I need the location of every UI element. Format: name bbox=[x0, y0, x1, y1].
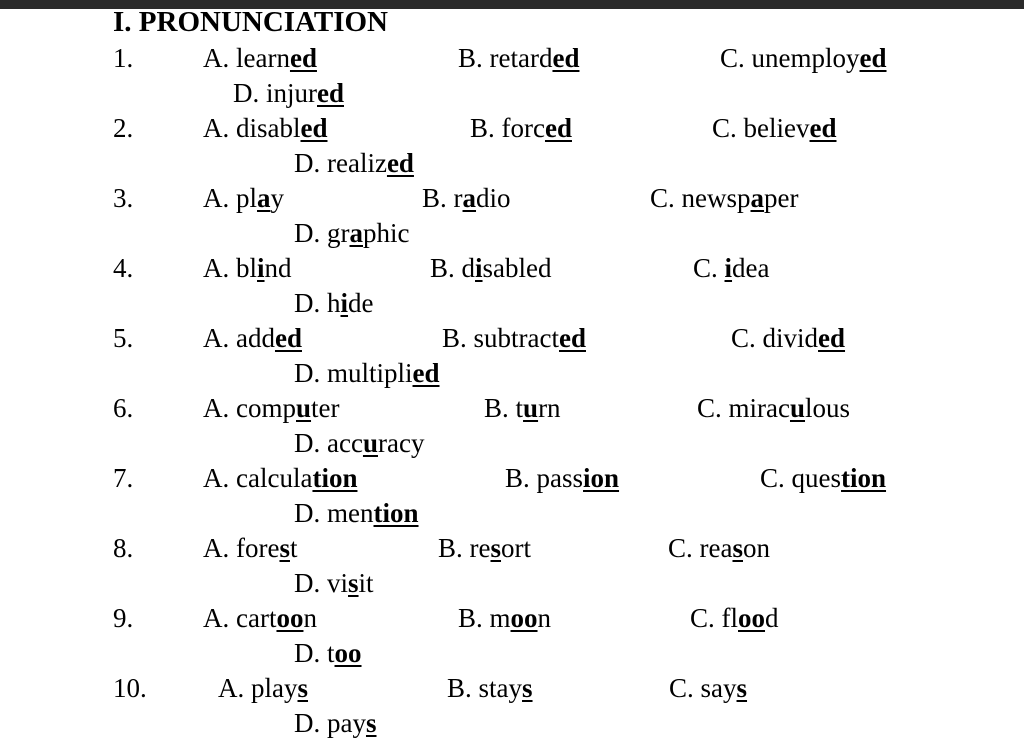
word-prefix: comp bbox=[236, 393, 296, 423]
option-label: C. bbox=[760, 463, 785, 493]
underlined-sound: ed bbox=[818, 323, 846, 353]
underlined-sound: ed bbox=[552, 43, 580, 73]
option-label: B. bbox=[430, 253, 455, 283]
option-d bbox=[233, 80, 344, 107]
option-label: A. bbox=[203, 463, 230, 493]
option-a bbox=[203, 465, 357, 492]
option-b bbox=[470, 115, 572, 142]
word-suffix: nd bbox=[264, 253, 292, 283]
underlined-sound: s bbox=[522, 673, 533, 703]
option-label: B. bbox=[422, 183, 447, 213]
word-suffix: dio bbox=[476, 183, 511, 213]
option-d bbox=[294, 640, 362, 667]
underlined-sound: ed bbox=[300, 113, 328, 143]
underlined-sound: s bbox=[490, 533, 502, 563]
option-d bbox=[294, 360, 440, 387]
word-prefix: gr bbox=[327, 218, 350, 248]
word-suffix: de bbox=[348, 288, 374, 318]
option-label: A. bbox=[203, 603, 230, 633]
underlined-sound: s bbox=[732, 533, 743, 563]
word-prefix: pay bbox=[327, 708, 366, 738]
underlined-sound: ed bbox=[809, 113, 837, 143]
word-prefix: acc bbox=[327, 428, 363, 458]
underlined-sound: s bbox=[279, 533, 290, 563]
option-a bbox=[218, 675, 308, 702]
word-prefix: bl bbox=[236, 253, 258, 283]
underlined-sound: ed bbox=[289, 43, 317, 73]
underlined-sound: ed bbox=[317, 78, 344, 108]
option-d bbox=[294, 570, 374, 597]
option-label: C. bbox=[693, 253, 718, 283]
word-prefix: newsp bbox=[681, 183, 751, 213]
option-a bbox=[203, 185, 284, 212]
underlined-sound: i bbox=[475, 253, 483, 283]
option-b bbox=[505, 465, 619, 492]
option-label: C. bbox=[668, 533, 693, 563]
option-d bbox=[294, 500, 419, 527]
underlined-sound: u bbox=[523, 393, 539, 423]
option-b bbox=[458, 605, 551, 632]
word-prefix: r bbox=[453, 183, 463, 213]
option-label: A. bbox=[203, 393, 230, 423]
option-label: C. bbox=[712, 113, 737, 143]
word-prefix: learn bbox=[236, 43, 290, 73]
underlined-sound: s bbox=[365, 708, 377, 738]
underlined-sound: u bbox=[296, 393, 312, 423]
option-label: D. bbox=[294, 498, 321, 528]
word-prefix: unemploy bbox=[751, 43, 860, 73]
word-prefix: believ bbox=[743, 113, 810, 143]
option-c bbox=[731, 325, 845, 352]
word-suffix: n bbox=[303, 603, 317, 633]
option-label: C. bbox=[650, 183, 675, 213]
word-suffix: ter bbox=[311, 393, 340, 423]
word-suffix: d bbox=[765, 603, 779, 633]
underlined-sound: oo bbox=[510, 603, 538, 633]
section-title: I. PRONUNCIATION bbox=[113, 6, 388, 38]
word-prefix: fl bbox=[721, 603, 739, 633]
underlined-sound: tion bbox=[312, 463, 358, 493]
option-label: D. bbox=[294, 148, 321, 178]
option-label: A. bbox=[203, 183, 230, 213]
question-number: 10. bbox=[113, 673, 147, 703]
option-label: B. bbox=[484, 393, 509, 423]
option-label: B. bbox=[458, 603, 483, 633]
underlined-sound: oo bbox=[276, 603, 304, 633]
underlined-sound: ed bbox=[386, 148, 414, 178]
option-b bbox=[484, 395, 561, 422]
underlined-sound: i bbox=[257, 253, 265, 283]
underlined-sound: ed bbox=[859, 43, 887, 73]
option-a bbox=[203, 325, 302, 352]
option-label: D. bbox=[294, 358, 321, 388]
word-prefix: pass bbox=[536, 463, 584, 493]
option-label: B. bbox=[438, 533, 463, 563]
underlined-sound: tion bbox=[841, 463, 887, 493]
option-c bbox=[760, 465, 886, 492]
option-d bbox=[294, 710, 377, 737]
word-suffix: rn bbox=[538, 393, 561, 423]
word-prefix: mirac bbox=[728, 393, 790, 423]
option-label: A. bbox=[203, 533, 230, 563]
option-a bbox=[203, 605, 317, 632]
option-c bbox=[712, 115, 837, 142]
word-prefix: realiz bbox=[327, 148, 387, 178]
word-prefix: re bbox=[469, 533, 491, 563]
underlined-sound: u bbox=[362, 428, 378, 458]
option-b bbox=[430, 255, 552, 282]
underlined-sound: a bbox=[257, 183, 271, 213]
underlined-sound: a bbox=[750, 183, 765, 213]
word-prefix: disabl bbox=[236, 113, 301, 143]
option-label: B. bbox=[458, 43, 483, 73]
option-c bbox=[668, 535, 770, 562]
option-label: A. bbox=[203, 323, 230, 353]
underlined-sound: ed bbox=[559, 323, 586, 353]
word-prefix: play bbox=[251, 673, 298, 703]
underlined-sound: ion bbox=[583, 463, 620, 493]
word-prefix: m bbox=[489, 603, 511, 633]
word-prefix: calcula bbox=[236, 463, 313, 493]
word-prefix: d bbox=[461, 253, 476, 283]
option-b bbox=[438, 535, 531, 562]
word-suffix: racy bbox=[377, 428, 425, 458]
word-suffix: per bbox=[764, 183, 799, 213]
word-prefix: say bbox=[700, 673, 737, 703]
option-label: B. bbox=[505, 463, 530, 493]
option-b bbox=[447, 675, 533, 702]
option-label: D. bbox=[294, 288, 321, 318]
underlined-sound: s bbox=[297, 673, 309, 703]
option-label: B. bbox=[447, 673, 472, 703]
question-number: 8. bbox=[113, 533, 134, 563]
word-prefix: rea bbox=[699, 533, 733, 563]
word-prefix: cart bbox=[236, 603, 277, 633]
underlined-sound: i bbox=[340, 288, 349, 318]
option-label: B. bbox=[470, 113, 495, 143]
question-number: 2. bbox=[113, 113, 134, 143]
word-prefix: retard bbox=[489, 43, 553, 73]
option-label: B. bbox=[442, 323, 467, 353]
word-prefix: injur bbox=[266, 78, 317, 108]
option-a bbox=[203, 255, 292, 282]
option-label: A. bbox=[218, 673, 245, 703]
word-prefix: vi bbox=[327, 568, 349, 598]
word-suffix: lous bbox=[805, 393, 851, 423]
word-prefix: men bbox=[327, 498, 374, 528]
underlined-sound: u bbox=[789, 393, 806, 423]
underlined-sound: oo bbox=[738, 603, 766, 633]
word-suffix: y bbox=[270, 183, 285, 213]
word-suffix: ort bbox=[501, 533, 532, 563]
option-a bbox=[203, 535, 298, 562]
option-label: D. bbox=[294, 708, 321, 738]
option-label: D. bbox=[294, 218, 321, 248]
option-c bbox=[669, 675, 747, 702]
question-number: 3. bbox=[113, 183, 134, 213]
option-label: C. bbox=[690, 603, 715, 633]
option-c bbox=[690, 605, 779, 632]
question-number: 7. bbox=[113, 463, 134, 493]
option-label: D. bbox=[294, 428, 321, 458]
underlined-sound: ed bbox=[274, 323, 302, 353]
option-label: C. bbox=[697, 393, 722, 423]
word-prefix: subtract bbox=[473, 323, 559, 353]
word-suffix: it bbox=[358, 568, 374, 598]
word-prefix: add bbox=[236, 323, 275, 353]
option-label: C. bbox=[720, 43, 745, 73]
word-prefix: multipli bbox=[327, 358, 413, 388]
option-label: D. bbox=[233, 78, 260, 108]
option-c bbox=[697, 395, 850, 422]
option-d bbox=[294, 430, 424, 457]
word-prefix: pl bbox=[236, 183, 258, 213]
underlined-sound: a bbox=[349, 218, 363, 248]
question-number: 6. bbox=[113, 393, 134, 423]
option-label: C. bbox=[669, 673, 694, 703]
underlined-sound: tion bbox=[373, 498, 419, 528]
word-suffix: dea bbox=[732, 253, 770, 283]
option-label: A. bbox=[203, 43, 230, 73]
option-label: A. bbox=[203, 253, 230, 283]
word-prefix: t bbox=[515, 393, 524, 423]
word-suffix: sabled bbox=[482, 253, 552, 283]
underlined-sound: ed bbox=[544, 113, 572, 143]
underlined-sound: s bbox=[348, 568, 359, 598]
word-suffix: n bbox=[537, 603, 552, 633]
underlined-sound: i bbox=[724, 253, 733, 283]
option-label: D. bbox=[294, 638, 321, 668]
word-prefix: t bbox=[327, 638, 335, 668]
word-suffix: on bbox=[743, 533, 770, 563]
word-prefix: fore bbox=[236, 533, 280, 563]
option-label: C. bbox=[731, 323, 756, 353]
option-d bbox=[294, 150, 414, 177]
word-suffix: t bbox=[289, 533, 298, 563]
option-c bbox=[693, 255, 770, 282]
underlined-sound: s bbox=[736, 673, 748, 703]
option-b bbox=[422, 185, 511, 212]
question-number: 5. bbox=[113, 323, 134, 353]
option-a bbox=[203, 115, 328, 142]
word-prefix: stay bbox=[478, 673, 523, 703]
option-d bbox=[294, 220, 410, 247]
underlined-sound: oo bbox=[334, 638, 362, 668]
underlined-sound: ed bbox=[412, 358, 440, 388]
word-prefix: forc bbox=[501, 113, 545, 143]
word-suffix: phic bbox=[363, 218, 410, 248]
word-prefix: divid bbox=[762, 323, 819, 353]
option-c bbox=[650, 185, 799, 212]
option-a bbox=[203, 395, 340, 422]
option-label: D. bbox=[294, 568, 321, 598]
question-number: 4. bbox=[113, 253, 134, 283]
underlined-sound: a bbox=[462, 183, 477, 213]
option-b bbox=[442, 325, 586, 352]
option-d bbox=[294, 290, 374, 317]
option-label: A. bbox=[203, 113, 230, 143]
word-prefix: h bbox=[327, 288, 341, 318]
word-prefix: ques bbox=[791, 463, 842, 493]
question-number: 1. bbox=[113, 43, 134, 73]
question-number: 9. bbox=[113, 603, 134, 633]
